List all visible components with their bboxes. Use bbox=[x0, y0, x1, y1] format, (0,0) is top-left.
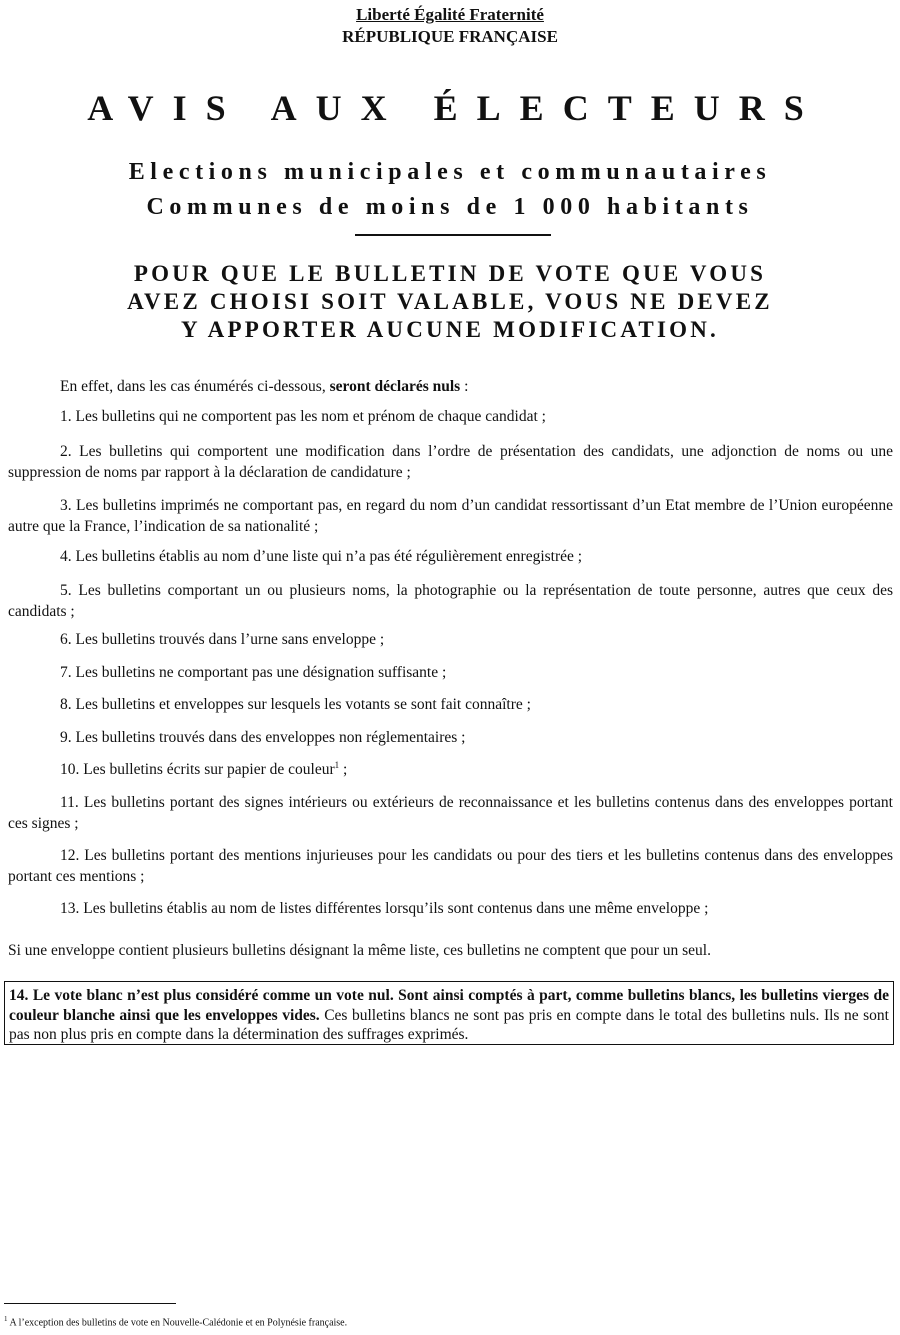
intro-bold: seront déclarés nuls bbox=[329, 378, 461, 395]
footnote-text: A l’exception des bulletins de vote en Nouvelle-Calédonie et en Polynésie française. bbox=[9, 1317, 348, 1329]
page-title: AVIS AUX ÉLECTEURS bbox=[87, 88, 823, 128]
warning-line-3: Y APPORTER AUCUNE MODIFICATION. bbox=[181, 317, 719, 342]
list-item-11: 11. Les bulletins portant des signes intérieurs ou extérieurs de reconnaissance et les bulletins contenus dans des enveloppes portant ces signes ; bbox=[8, 794, 893, 832]
warning-line-2: AVEZ CHOISI SOIT VALABLE, VOUS NE DEVEZ bbox=[127, 289, 773, 314]
footnote-divider bbox=[4, 1303, 176, 1304]
title-divider bbox=[355, 234, 551, 236]
blank-vote-bold: 14. Le vote blanc n’est plus considéré comme un vote nul. Sont ainsi comptés à part, comme bulletins blancs, les bulletins vierges de couleur blanche ainsi que les enveloppes vides. bbox=[9, 987, 889, 1024]
list-item-9: 9. Les bulletins trouvés dans des enveloppes non réglementaires ; bbox=[60, 729, 466, 746]
footnote bbox=[4, 1312, 347, 1330]
subtitle-line-1: Elections municipales et communautaires bbox=[128, 159, 772, 185]
list-item-6: 6. Les bulletins trouvés dans l’urne sans enveloppe ; bbox=[60, 631, 385, 648]
footnote-marker: 1 bbox=[334, 759, 340, 770]
list-item-12: 12. Les bulletins portant des mentions injurieuses pour les candidats ou pour des tiers et les bulletins contenus dans des enveloppes portant ces mentions ; bbox=[8, 847, 893, 885]
footnote-number: 1 bbox=[4, 1315, 8, 1323]
list-item-1: 1. Les bulletins qui ne comportent pas les nom et prénom de chaque candidat ; bbox=[60, 408, 546, 425]
intro-paragraph bbox=[8, 376, 893, 397]
blank-vote-text: Ces bulletins blancs ne sont pas pris en compte dans le total des bulletins nuls. Ils ne sont pas non plus pris en compte dans la détermination des suffrages exprimés. bbox=[9, 1006, 889, 1043]
list-item-7: 7. Les bulletins ne comportant pas une désignation suffisante ; bbox=[60, 664, 447, 681]
list-item-4: 4. Les bulletins établis au nom d’une liste qui n’a pas été régulièrement enregistrée ; bbox=[60, 548, 583, 565]
list-item-10-suffix: ; bbox=[339, 761, 348, 778]
same-list-paragraph: Si une enveloppe contient plusieurs bulletins désignant la même liste, ces bulletins ne comptent que pour un seul. bbox=[8, 942, 711, 959]
list-item-10 bbox=[8, 759, 893, 780]
republic-motto: Liberté Égalité Fraternité bbox=[356, 5, 544, 24]
intro-end: : bbox=[460, 378, 469, 395]
republic-name: RÉPUBLIQUE FRANÇAISE bbox=[342, 27, 558, 46]
subtitle-line-2: Communes de moins de 1 000 habitants bbox=[146, 194, 754, 220]
list-item-5: 5. Les bulletins comportant un ou plusieurs noms, la photographie ou la représentation de toute personne, autres que ceux des candidats ; bbox=[8, 582, 893, 620]
list-item-13: 13. Les bulletins établis au nom de listes différentes lorsqu’ils sont contenus dans une même enveloppe ; bbox=[60, 900, 709, 917]
warning-line-1: POUR QUE LE BULLETIN DE VOTE QUE VOUS bbox=[133, 261, 767, 286]
list-item-8: 8. Les bulletins et enveloppes sur lesquels les votants se sont fait connaître ; bbox=[60, 696, 531, 713]
intro-text: En effet, dans les cas énumérés ci-dessous, bbox=[60, 378, 330, 395]
list-item-3: 3. Les bulletins imprimés ne comportant pas, en regard du nom d’un candidat ressortissant d’un Etat membre de l’Union européenne autre que la France, l’indication de sa nationalité ; bbox=[8, 497, 893, 535]
blank-vote-box bbox=[4, 981, 894, 1045]
list-item-2: 2. Les bulletins qui comportent une modification dans l’ordre de présentation des candidats, une adjonction de noms ou une suppression de noms par rapport à la déclaration de candidature ; bbox=[8, 443, 893, 481]
list-item-10-text: 10. Les bulletins écrits sur papier de couleur bbox=[60, 761, 335, 778]
